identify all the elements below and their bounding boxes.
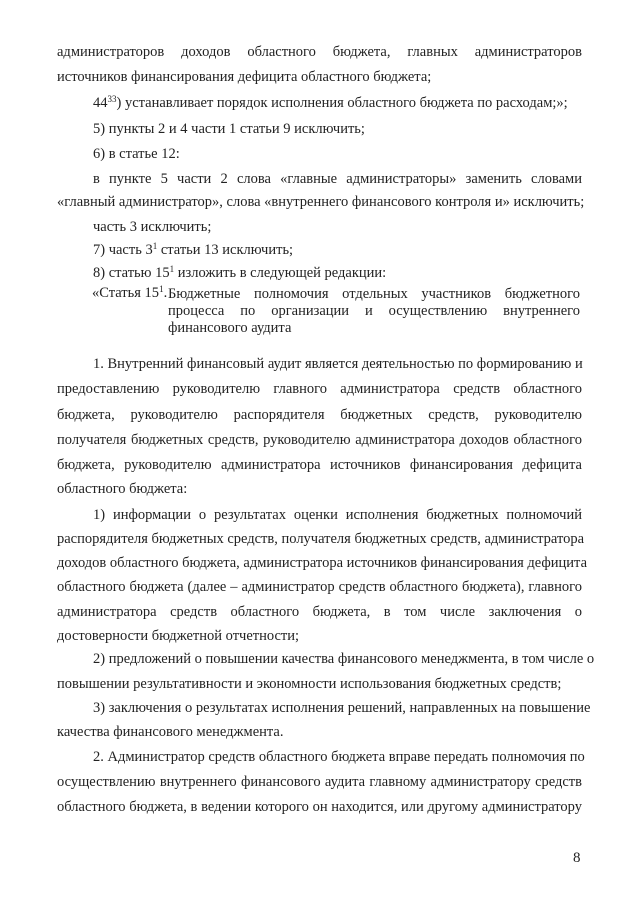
text-line: доходов областного бюджета, администратора источников финансирования дефицита bbox=[57, 555, 588, 571]
text-line: 5) пункты 2 и 4 части 1 статьи 9 исключить; bbox=[93, 121, 365, 137]
text-line: областного бюджета (далее – администратор средств областного бюджета), главного bbox=[57, 579, 582, 595]
text-line: 7) часть $3^1$ статьи 13 исключить; bbox=[93, 241, 294, 258]
text-line: 8) статью $15^1$ изложить в следующей редакции: bbox=[93, 264, 387, 281]
text-line: 2) предложений о повышении качества финансового менеджмента, в том числе о bbox=[93, 651, 595, 667]
text-line: в пункте 5 части 2 слова «главные администраторы» заменить словами bbox=[93, 171, 582, 187]
text-line: $44^{33}$) устанавливает порядок исполнения областного бюджета по расходам;»; bbox=[93, 94, 568, 111]
page-number: 8 bbox=[573, 850, 581, 866]
article-label: «Статья $15^1$. bbox=[92, 284, 168, 301]
text-line: повышении результативности и экономности использования бюджетных средств; bbox=[57, 676, 562, 692]
text-line: распорядителя бюджетных средств, получателя бюджетных средств, администратора bbox=[57, 531, 585, 547]
text-line: администратора средств областного бюджета, в том числе заключения о bbox=[57, 604, 582, 620]
text-line: качества финансового менеджмента. bbox=[57, 724, 284, 740]
text-line: областного бюджета, в ведении которого он находится, или другому администратору bbox=[57, 799, 582, 815]
text-line: областного бюджета: bbox=[57, 481, 188, 497]
text-line: «главный администратор», слова «внутреннего финансового контроля и» исключить; bbox=[57, 194, 585, 210]
text-line: 3) заключения о результатах исполнения решений, направленных на повышение bbox=[93, 700, 591, 716]
text-line: осуществлению внутреннего финансового аудита главному администратору средств bbox=[57, 774, 582, 790]
article-heading-line: финансового аудита bbox=[168, 320, 292, 336]
article-heading-line: процесса по организации и осуществлению внутреннего bbox=[168, 303, 580, 319]
text-line: предоставлению руководителю главного администратора средств областного bbox=[57, 381, 582, 397]
text-line: часть 3 исключить; bbox=[93, 219, 212, 235]
text-line: источников финансирования дефицита областного бюджета; bbox=[57, 69, 432, 85]
text-line: бюджета, руководителю распорядителя бюджетных средств, руководителю bbox=[57, 407, 582, 423]
text-line: бюджета, руководителю администратора источников финансирования дефицита bbox=[57, 457, 582, 473]
text-line: 2. Администратор средств областного бюджета вправе передать полномочия по bbox=[93, 749, 585, 765]
text-line: администраторов доходов областного бюджета, главных администраторов bbox=[57, 44, 582, 60]
text-line: достоверности бюджетной отчетности; bbox=[57, 628, 300, 644]
text-line: 6) в статье 12: bbox=[93, 146, 180, 162]
text-line: 1. Внутренний финансовый аудит является деятельностью по формированию и bbox=[93, 356, 583, 372]
text-line: получателя бюджетных средств, руководителю администратора доходов областного bbox=[57, 432, 582, 448]
article-heading-line: Бюджетные полномочия отдельных участников бюджетного bbox=[168, 286, 580, 302]
text-line: 1) информации о результатах оценки исполнения бюджетных полномочий bbox=[93, 507, 582, 523]
